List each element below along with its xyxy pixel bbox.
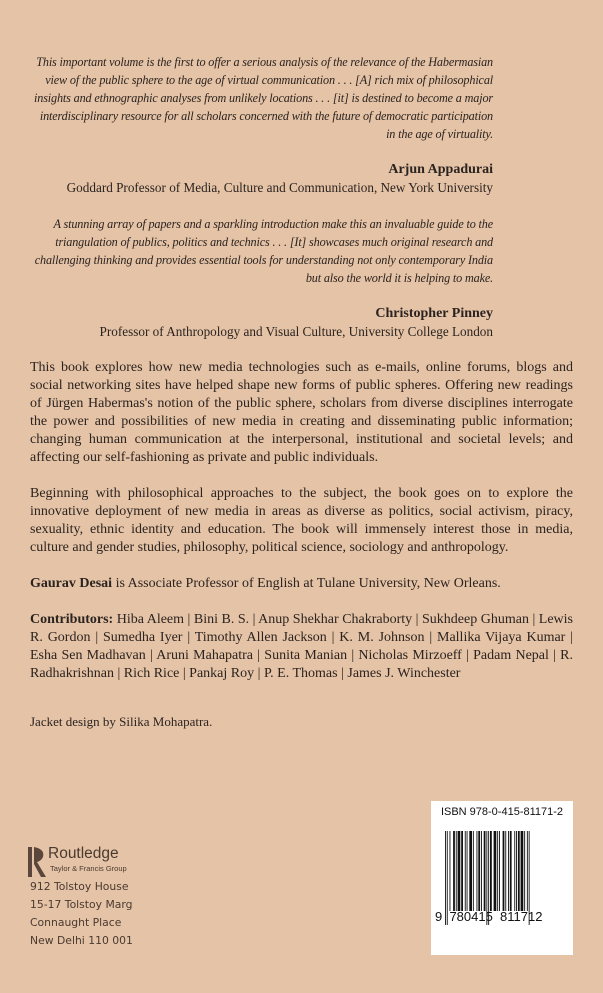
quote2-line: thinking and provides essential tools for understanding not only contemporary India but also the [93, 253, 493, 285]
barcode-bar [456, 831, 457, 911]
publisher-address [30, 878, 133, 950]
endorsement-quote-1 [30, 53, 493, 143]
routledge-logo [28, 847, 168, 877]
barcode-bar [514, 831, 515, 911]
endorser-affiliation: Professor of Anthropology and Visual Culture, University College London [99, 324, 493, 339]
description-line: innovative deployment of new media in areas as diverse as politics, social activism, piracy, [30, 504, 573, 519]
contributors-line: Johnson | Mallika Vijaya Kumar | Esha Sen Madhavan | Aruni Mahapatra | Sunita [30, 630, 574, 663]
isbn-text: ISBN 978-0-415-81171-2 [440, 806, 564, 818]
barcode-bar [524, 831, 525, 911]
barcode-bar [481, 831, 482, 911]
contributors-line: Roy | P. E. Thomas | James J. Winchester [230, 666, 461, 681]
jacket-credit: Jacket design by Silika Mohapatra. [30, 714, 213, 729]
isbn-barcode [431, 801, 573, 955]
barcode-bar [477, 831, 478, 911]
editor-name: Gaurav Desai [30, 576, 113, 591]
description-line: individuals. [312, 450, 379, 465]
barcode-bar [518, 831, 520, 911]
barcode-bar [516, 831, 517, 911]
quote1-line: This important volume is the first to offer a serious analysis of the relevance of the Habermasian view of [36, 55, 493, 87]
publisher-group: Taylor & Francis Group [50, 864, 127, 873]
barcode-bar [521, 831, 524, 911]
address-line: New Delhi 110 001 [30, 934, 133, 947]
barcode-bar [494, 831, 497, 911]
endorser-name: Arjun Appadurai [388, 162, 493, 177]
endorser-name: Christopher Pinney [375, 306, 493, 321]
contributors-label: Contributors: [30, 612, 114, 627]
description-line: Beginning with philosophical approaches to the subject, the book goes on to explore the [30, 486, 573, 501]
editor-bio [30, 575, 573, 593]
barcode-bar [497, 831, 498, 911]
description-line: institutional and societal levels; and affecting our self-fashioning as private and public [30, 432, 573, 465]
endorsement-quote-2 [30, 215, 493, 287]
barcode-digits: 9 780415 811712 [435, 909, 543, 924]
barcode-bar [510, 831, 512, 911]
contributors-line: Hiba Aleem | Bini B. S. | Anup Shekhar Chakraborty | Sukhdeep [113, 612, 478, 627]
barcode-bar [499, 831, 500, 911]
barcode-bar [505, 831, 506, 911]
quote2-line: A stunning array of papers and a sparkling introduction make this an invaluable guide to the [53, 217, 493, 231]
description-line: sexuality, ethnic identity and education. The book will immensely interest those in media, [30, 522, 573, 537]
endorser-affiliation: Goddard Professor of Media, Culture and Communication, New York University [66, 180, 493, 195]
contributors-line: Manian | Nicholas Mirzoeff | Padam Nepal | R. Radhakrishnan | Rich Rice | Pankaj [30, 648, 573, 681]
description-line: readings of Jürgen Habermas's notion of the public sphere, scholars from diverse [30, 378, 573, 411]
address-line: 15-17 Tolstoy Marg [30, 898, 133, 911]
barcode-bar [484, 831, 486, 911]
barcode-bar [473, 831, 474, 911]
description-line: disciplines interrogate the power and possibilities of new media in creating and [30, 396, 573, 429]
quote2-line: triangulation of publics, politics and technics . . . [It] showcases much original research and challenging [34, 235, 493, 267]
quote1-line: resource for all scholars concerned with the future of democratic participation in the age of virtuality. [120, 109, 493, 141]
description-line: disseminating public information; changing human communication at the interpersonal, [30, 414, 573, 447]
barcode-bar [478, 831, 480, 911]
description-line: This book explores how new media technologies such as e-mails, online forums, blogs [30, 360, 547, 375]
barcode-bar [490, 831, 492, 911]
barcode-bar [508, 831, 509, 911]
quote2-line: world it is helping to make. [363, 271, 493, 285]
description-line: and social networking sites have helped shape new forms of public spheres. Offering new [30, 360, 573, 393]
quote1-line: the public sphere to the age of virtual communication . . . [A] rich mix of philosophical insights and [34, 73, 493, 105]
description-paragraph-1 [30, 359, 573, 467]
quote1-line: ethnographic analyses from unlikely locations . . . [it] is destined to become a major interdisciplinary [39, 91, 493, 123]
barcode-bar [458, 831, 461, 911]
contributors-line: Ghuman | Lewis R. Gordon | Sumedha Iyer | Timothy Allen Jackson | K. M. [30, 612, 573, 645]
barcode-bar [450, 831, 451, 911]
barcode-bar [461, 831, 463, 911]
barcode-bar [527, 831, 528, 911]
barcode-bar [467, 831, 468, 911]
description-paragraph-2 [30, 485, 573, 557]
barcode-bar [503, 831, 505, 911]
barcode-bar [453, 831, 455, 911]
barcode-bar [465, 831, 466, 911]
routledge-r-icon [28, 847, 48, 877]
contributors [30, 611, 573, 683]
address-line: 912 Tolstoy House [30, 880, 129, 893]
barcode-bar [469, 831, 472, 911]
address-line: Connaught Place [30, 916, 122, 929]
editor-bio-text: is Associate Professor of English at Tulane University, New Orleans. [112, 576, 501, 591]
publisher-name: Routledge [48, 845, 119, 862]
description-line: culture and gender studies, philosophy, political science, sociology and anthropology. [30, 540, 509, 555]
